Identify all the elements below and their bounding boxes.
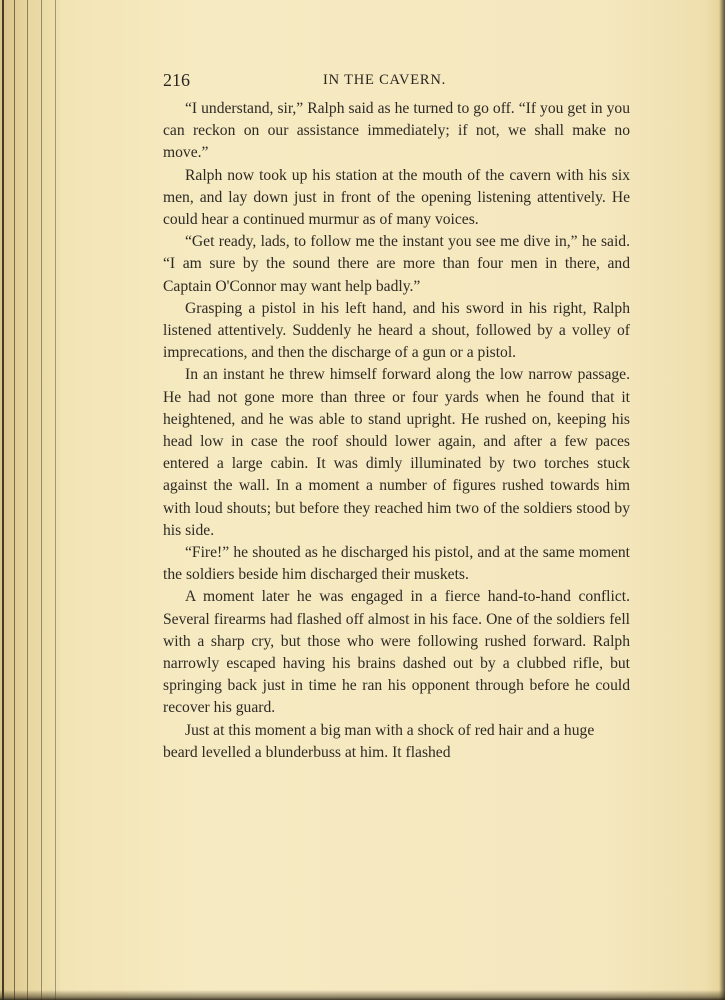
page-header [163, 70, 630, 92]
page-edge-line [41, 0, 42, 1000]
paragraph: In an instant he threw himself forward along the low narrow passage. He had not gone more than three or four yards when he found that it heightened, and he was able to stand upright. He rushed on, keeping his head low in case the roof should lower again, and after a few paces entered a large cabin. It was dimly illuminated by two torches stuck against the wall. In a moment a number of figures rushed towards him with loud shouts; but before they reached him two of the soldiers stood by his side. [163, 366, 630, 539]
paragraph: “I understand, sir,” Ralph said as he turned to go off. “If you get in you can reckon on our assistance immediately; if not, we shall make no move.” [163, 100, 630, 162]
page-edge-line [55, 0, 56, 1000]
paragraph: “Get ready, lads, to follow me the instant you see me dive in,” he said. “I am sure by the sound there are more than four men in there, and Captain O'Connor may want help badly.” [163, 233, 630, 295]
page-edge-line [14, 0, 15, 1000]
page-binding [0, 0, 60, 1000]
running-title: IN THE CAVERN. [323, 72, 447, 88]
page-edge-line [27, 0, 28, 1000]
body-text [163, 98, 630, 764]
paragraph: Just at this moment a big man with a shock of red hair and a huge beard levelled a blunderbuss at him. It flashed [163, 721, 595, 761]
page-number: 216 [163, 70, 190, 90]
page-right-edge [719, 0, 725, 1000]
page-bottom-shadow [0, 990, 725, 1000]
paragraph: Grasping a pistol in his left hand, and his sword in his right, Ralph listened attentively. Suddenly he heard a shout, followed by a volley of imprecations, and then the discharge of a gun or a pistol. [163, 299, 630, 362]
paragraph: Ralph now took up his station at the mouth of the cavern with his six men, and lay down just in front of the opening listening attentively. He could hear a continued murmur as of many voices. [163, 166, 630, 229]
page-edge-line [2, 0, 4, 1000]
paragraph: “Fire!” he shouted as he discharged his pistol, and at the same moment the soldiers beside him discharged their muskets. [163, 544, 630, 584]
paragraph: A moment later he was engaged in a fierce hand-to-hand conflict. Several firearms had flashed off almost in his face. One of the soldiers fell with a sharp cry, but those who were following rushed forward. Ralph narrowly escaped having his brains dashed out by a clubbed rifle, but springing back just in time he ran his opponent through before he could recover his guard. [163, 588, 630, 717]
